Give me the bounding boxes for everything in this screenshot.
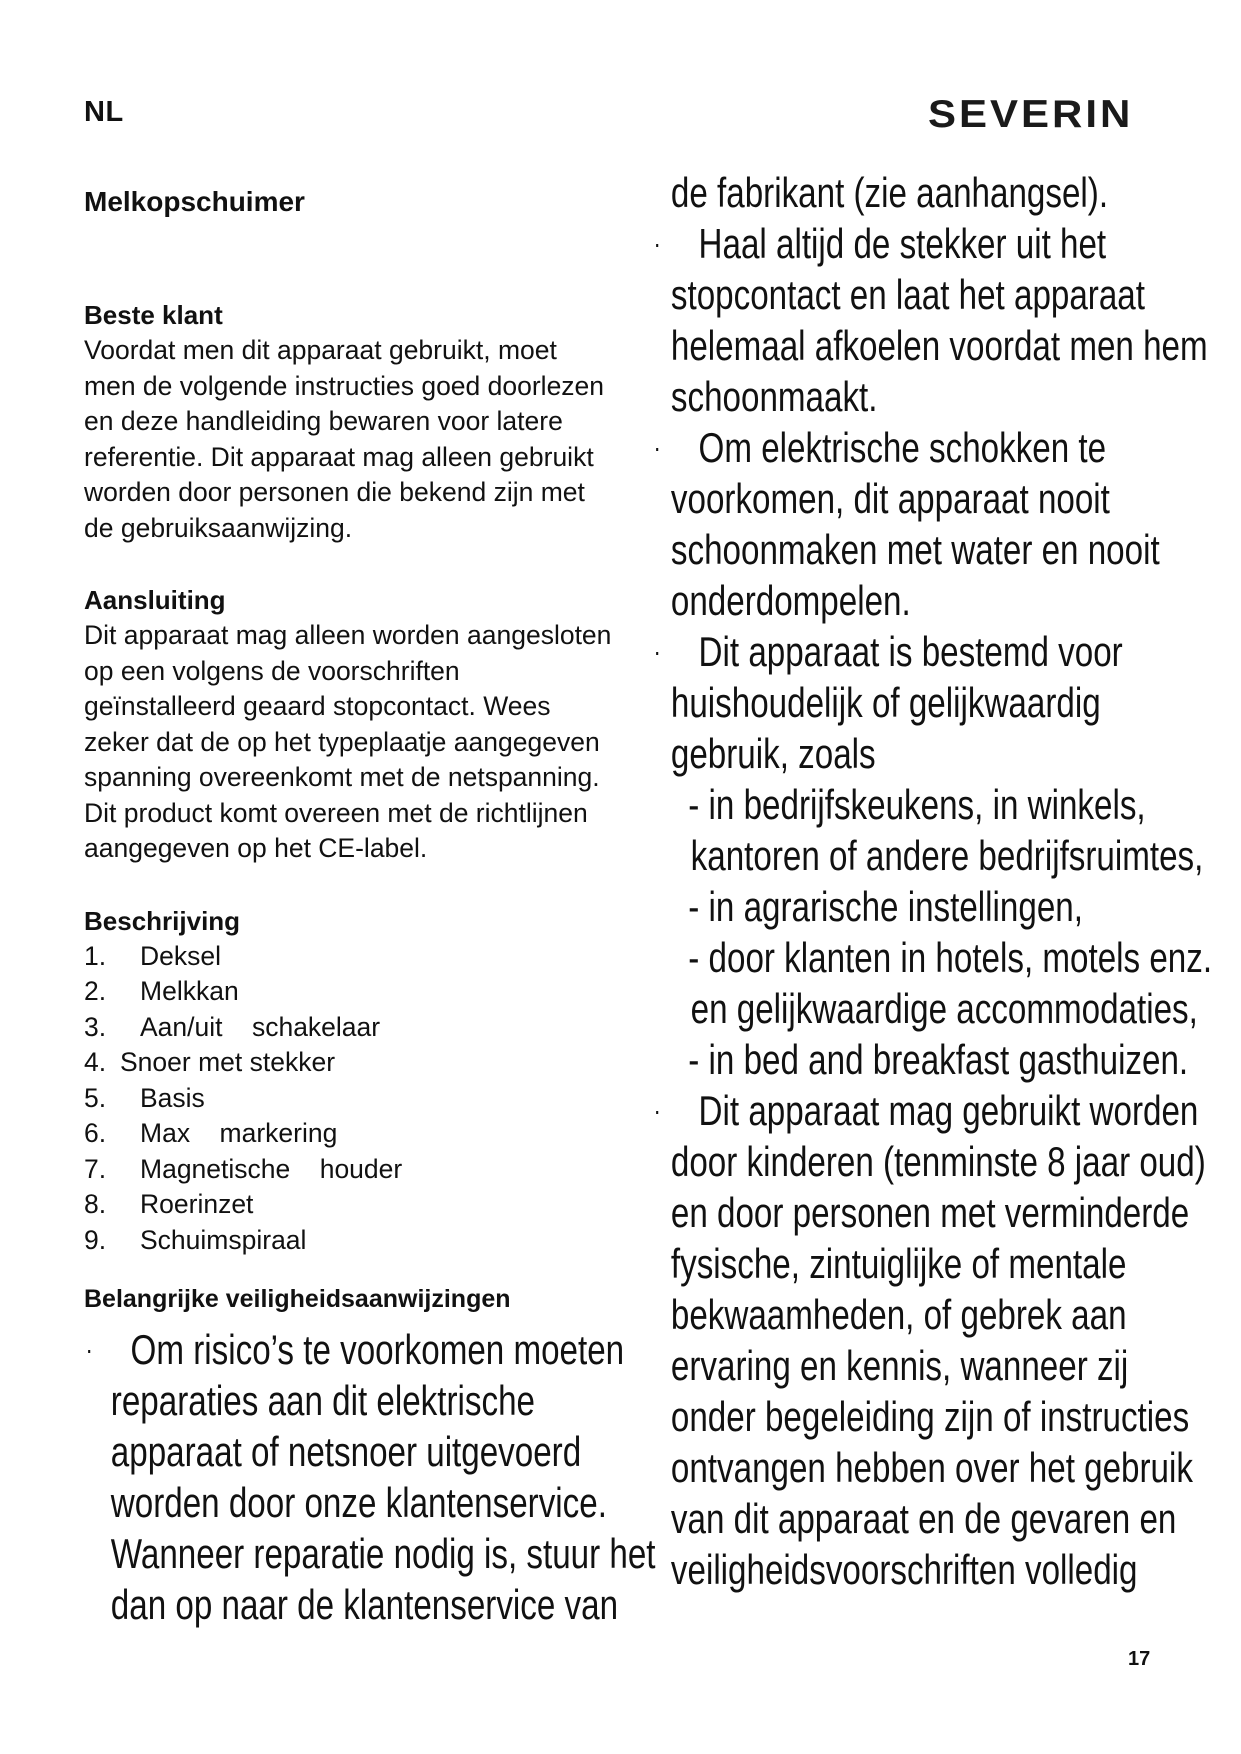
text-line: apparaat of netsnoer uitgevoerd	[110, 1428, 582, 1475]
bullet-icon: ·	[85, 1334, 93, 1365]
language-code: NL	[84, 96, 124, 128]
list-text: Max markering	[140, 1118, 338, 1148]
safety-text-left	[85, 1324, 656, 1630]
text-line: - door klanten in hotels, motels enz.	[688, 934, 1213, 981]
text-line: Dit apparaat mag alleen worden aangesloten	[84, 620, 612, 650]
bullet-text: Om elektrische schokken te	[698, 424, 1107, 471]
list-text: Snoer met stekker	[120, 1047, 336, 1077]
text-line: bekwaamheden, of gebrek aan	[670, 1291, 1127, 1338]
list-number: 2.	[84, 976, 107, 1006]
list-number: 9.	[84, 1224, 107, 1255]
text-line: worden door personen die bekend zijn met	[84, 477, 585, 507]
text-line: schoonmaakt.	[670, 373, 878, 420]
bullet-icon: ·	[653, 432, 661, 463]
text-line: referentie. Dit apparaat mag alleen gebruikt	[84, 441, 594, 472]
text-line: ervaring en kennis, wanneer zij	[670, 1342, 1129, 1389]
bullet-icon: ·	[653, 228, 661, 259]
text-line: Dit product komt overeen met de richtlijnen	[84, 797, 588, 828]
text-line	[85, 1324, 656, 1375]
list-item	[84, 1081, 644, 1117]
text-line: stopcontact en laat het apparaat	[670, 271, 1145, 318]
text-line: door kinderen (tenminste 8 jaar oud)	[670, 1138, 1206, 1185]
list-text: Deksel	[140, 940, 222, 971]
text-line: zeker dat de op het typeplaatje aangegeven	[84, 726, 600, 757]
list-item	[84, 1223, 644, 1259]
section-heading-description: Beschrijving	[84, 905, 241, 936]
list-number: 1.	[84, 940, 107, 971]
text-line: men de volgende instructies goed doorlezen	[84, 370, 605, 401]
section-heading-safety: Belangrijke veiligheidsaanwijzingen	[84, 1285, 511, 1313]
parts-list	[84, 939, 644, 1259]
text-line: worden door onze klantenservice.	[110, 1479, 607, 1526]
text-line: fysische, zintuiglijke of mentale	[670, 1240, 1127, 1287]
text-line: spanning overeenkomt met de netspanning.	[84, 762, 600, 792]
text-line: onderdompelen.	[670, 577, 911, 624]
list-item	[84, 974, 644, 1010]
text-line: huishoudelijk of gelijkwaardig	[670, 679, 1101, 726]
text-line	[653, 422, 1212, 473]
list-text: Aan/uit schakelaar	[140, 1011, 381, 1042]
list-text: Melkkan	[140, 976, 239, 1006]
list-item	[84, 1045, 644, 1081]
text-line: aangegeven op het CE-label.	[84, 833, 428, 863]
text-line: - in bed and breakfast gasthuizen.	[688, 1036, 1189, 1083]
text-line: Wanneer reparatie nodig is, stuur het	[110, 1530, 656, 1577]
list-number: 3.	[84, 1011, 107, 1042]
list-number: 5.	[84, 1082, 107, 1113]
text-line: reparaties aan dit elektrische	[110, 1377, 536, 1424]
bullet-text: Om risico’s te voorkomen moeten	[130, 1326, 625, 1373]
text-line: schoonmaken met water en nooit	[670, 526, 1160, 573]
bullet-text: Dit apparaat is bestemd voor	[698, 628, 1123, 675]
text-line: de gebruiksaanwijzing.	[84, 512, 353, 543]
text-line: van dit apparaat en de gevaren en	[670, 1495, 1177, 1542]
document-title: Melkopschuimer	[84, 186, 305, 217]
brand-logo: SEVERIN	[928, 92, 1134, 136]
customer-paragraph	[84, 333, 644, 546]
text-line: en gelijkwaardige accommodaties,	[690, 985, 1198, 1032]
left-column	[84, 186, 644, 1317]
list-number: 7.	[84, 1153, 107, 1184]
list-number: 6.	[84, 1118, 107, 1148]
text-line: ontvangen hebben over het gebruik	[670, 1444, 1193, 1491]
list-item	[84, 1187, 644, 1223]
text-line: en deze handleiding bewaren voor latere	[84, 406, 563, 436]
bullet-icon: ·	[653, 1095, 661, 1126]
list-item	[84, 1010, 644, 1046]
page-number: 17	[1128, 1648, 1151, 1670]
list-number: 4.	[84, 1047, 107, 1077]
text-line: - in agrarische instellingen,	[688, 883, 1083, 930]
text-line: voorkomen, dit apparaat nooit	[670, 475, 1110, 522]
bullet-text: Dit apparaat mag gebruikt worden	[698, 1087, 1199, 1134]
text-line: en door personen met verminderde	[670, 1189, 1190, 1236]
text-line	[653, 218, 1212, 269]
bullet-text: Haal altijd de stekker uit het	[698, 220, 1107, 267]
text-line: - in bedrijfskeukens, in winkels,	[688, 781, 1146, 828]
text-line: veiligheidsvoorschriften volledig	[670, 1546, 1138, 1593]
text-line: gebruik, zoals	[670, 730, 876, 777]
text-line: Voordat men dit apparaat gebruikt, moet	[84, 335, 557, 365]
text-line	[653, 1085, 1212, 1136]
list-number: 8.	[84, 1189, 107, 1219]
text-line: op een volgens de voorschriften	[84, 655, 460, 686]
safety-text-right	[653, 167, 1213, 1595]
connection-paragraph	[84, 618, 644, 867]
text-line: onder begeleiding zijn of instructies	[670, 1393, 1190, 1440]
list-item	[84, 939, 644, 975]
list-text: Magnetische houder	[140, 1153, 403, 1184]
text-line: helemaal afkoelen voordat men hem	[670, 322, 1208, 369]
list-text: Schuimspiraal	[140, 1224, 307, 1255]
list-text: Basis	[140, 1082, 205, 1113]
section-heading-customer: Beste klant	[84, 300, 223, 330]
text-line	[653, 626, 1212, 677]
text-line: de fabrikant (zie aanhangsel).	[670, 169, 1109, 216]
list-item	[84, 1152, 644, 1188]
list-item	[84, 1116, 644, 1152]
bullet-icon: ·	[653, 636, 661, 667]
text-line: kantoren of andere bedrijfsruimtes,	[690, 832, 1204, 879]
text-line: geïnstalleerd geaard stopcontact. Wees	[84, 691, 551, 721]
text-line: dan op naar de klantenservice van	[110, 1581, 619, 1628]
list-text: Roerinzet	[140, 1189, 254, 1219]
section-heading-connection: Aansluiting	[84, 585, 226, 615]
